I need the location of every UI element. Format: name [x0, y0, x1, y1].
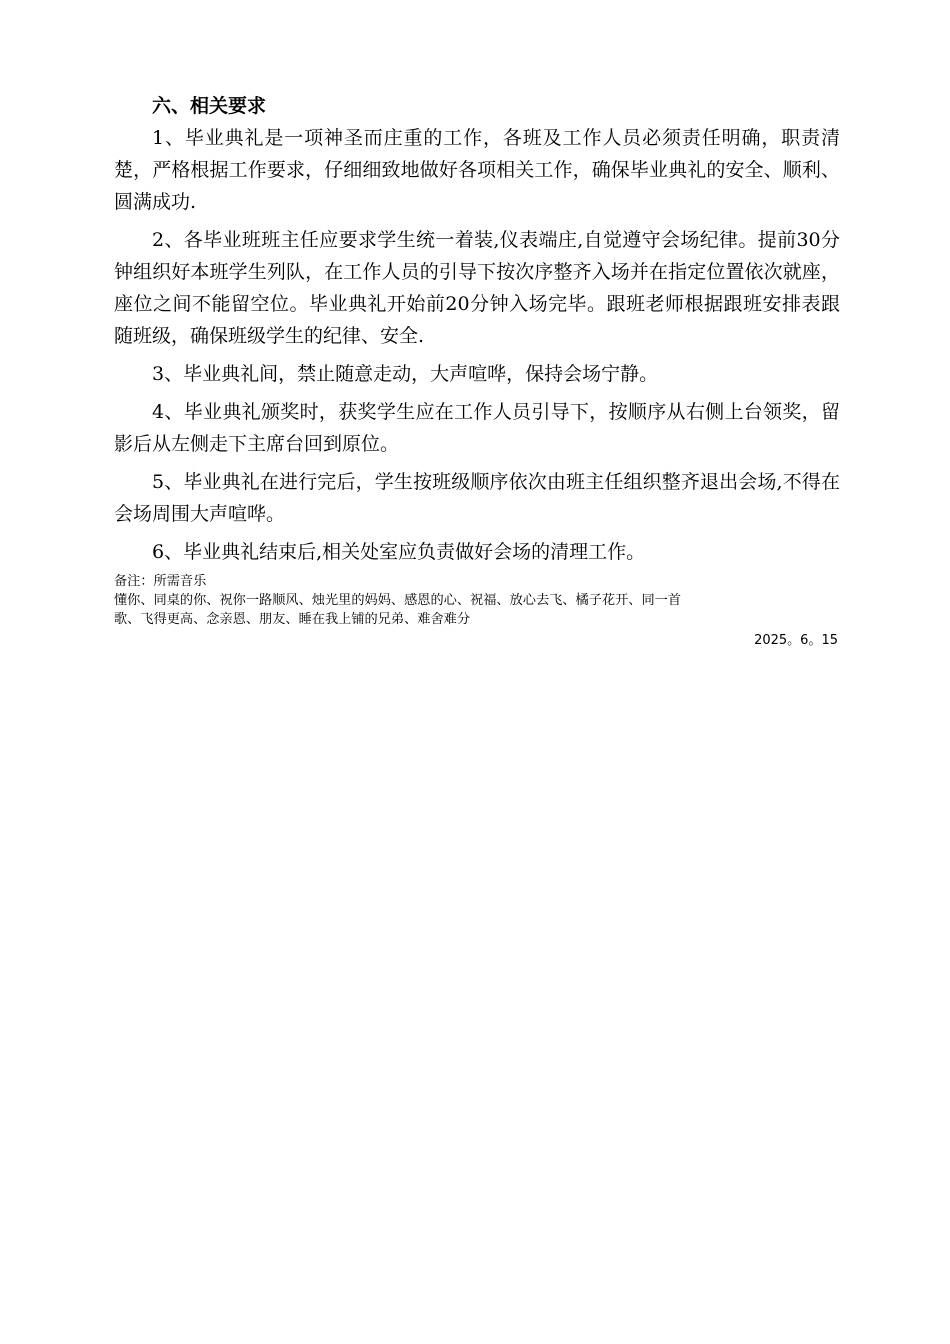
document-date: 2025。6。15 [754, 633, 838, 648]
requirement-paragraph-3: 3、毕业典礼间，禁止随意走动，大声喧哗，保持会场宁静。 [152, 363, 659, 385]
music-list-line-2: 歌、飞得更高、念亲恩、朋友、睡在我上铺的兄弟、难舍难分 [114, 612, 471, 627]
requirement-paragraph-5: 5、毕业典礼在进行完后，学生按班级顺序依次由班主任组织整齐退出会场,不得在会场周围大声喧哗。 [114, 471, 840, 525]
requirement-paragraph-4: 4、毕业典礼颁奖时，获奖学生应在工作人员引导下，按顺序从右侧上台领奖，留影后从左侧走下主席台回到原位。 [114, 401, 840, 455]
document-page [114, 90, 840, 653]
section-heading: 六、相关要求 [152, 95, 267, 117]
requirement-paragraph-6: 6、毕业典礼结束后,相关处室应负责做好会场的清理工作。 [152, 541, 646, 563]
music-list-line-1: 懂你、同桌的你、祝你一路顺风、烛光里的妈妈、感恩的心、祝福、放心去飞、橘子花开、同一首 [114, 593, 682, 608]
note-label: 备注：所需音乐 [114, 574, 207, 589]
requirement-paragraph-1: 1、毕业典礼是一项神圣而庄重的工作，各班及工作人员必须责任明确，职责清楚，严格根据工作要求，仔细细致地做好各项相关工作，确保毕业典礼的安全、顺利、圆满成功. [114, 127, 840, 213]
requirement-paragraph-2: 2、各毕业班班主任应要求学生统一着装,仪表端庄,自觉遵守会场纪律。提前30分钟组织好本班学生列队，在工作人员的引导下按次序整齐入场并在指定位置依次就座，座位之间不能留空位。毕业典礼开始前20分钟入场完毕。跟班老师根据跟班安排表跟随班级，确保班级学生的纪律、安全. [114, 229, 840, 347]
